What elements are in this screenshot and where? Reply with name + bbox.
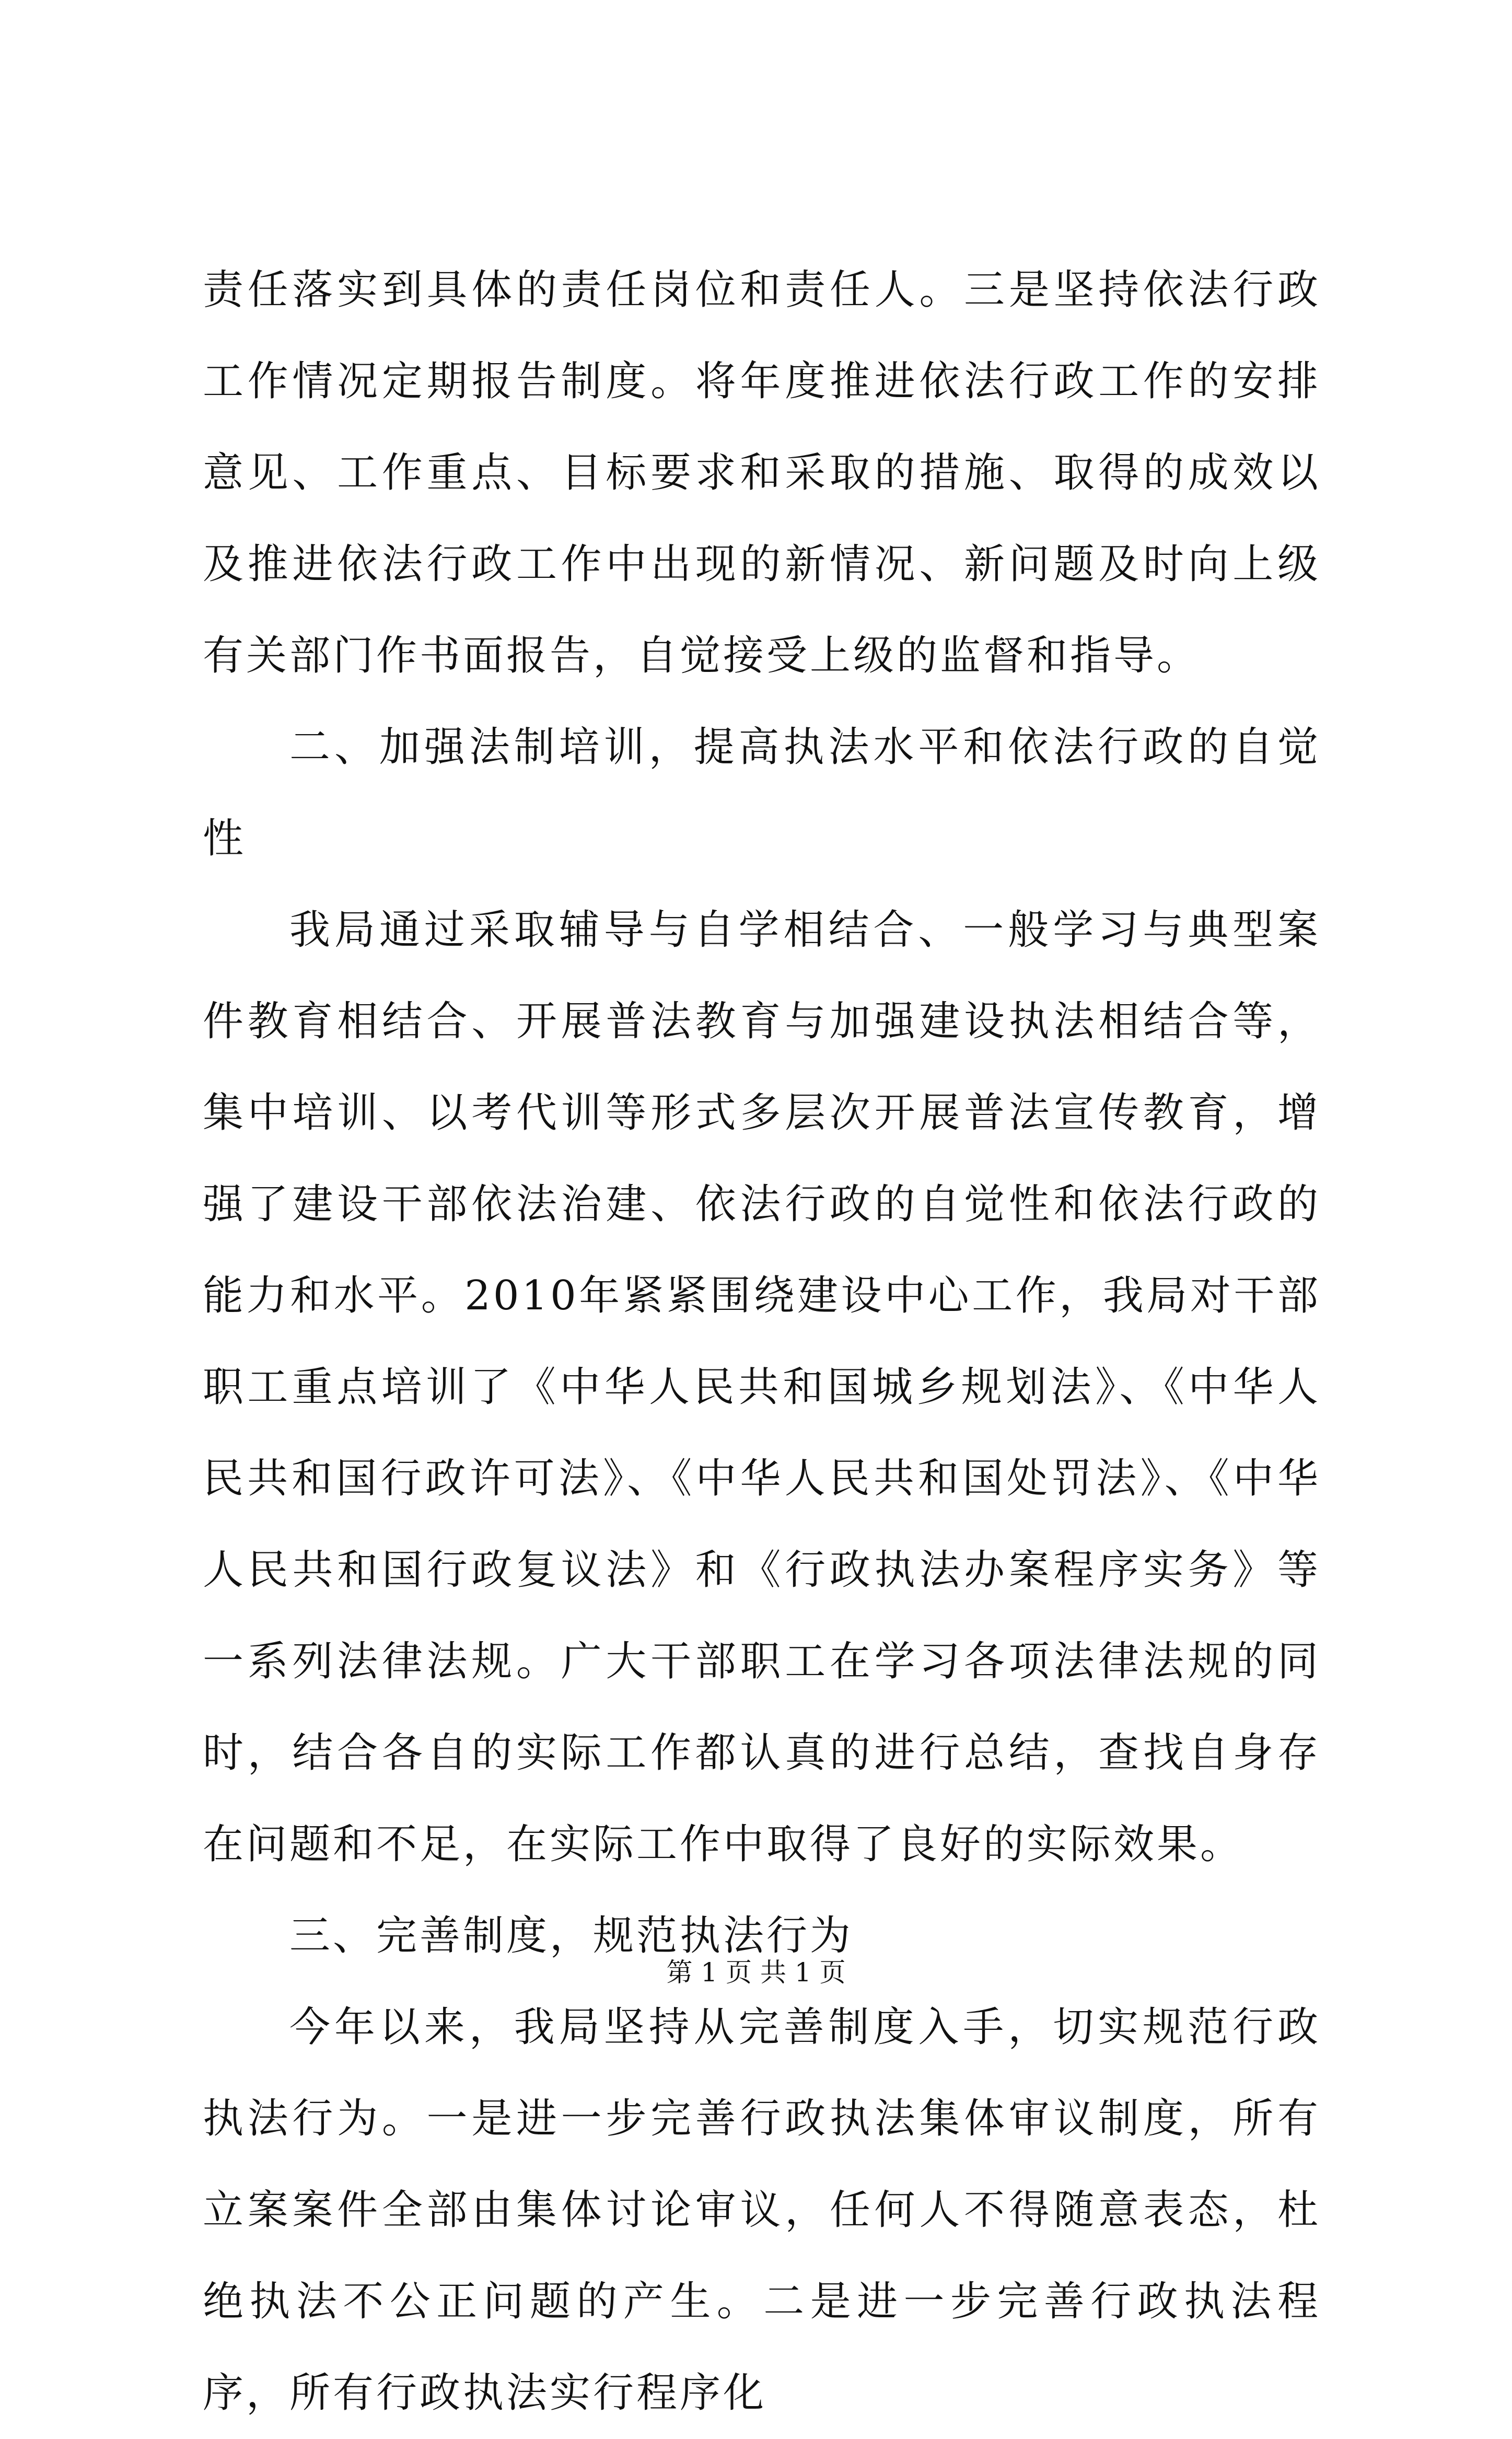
page-footer: 第 1 页 共 1 页 [666, 1957, 846, 1988]
paragraph-regulations: 今年以来，我局坚持从完善制度入手，切实规范行政执法行为。一是进一步完善行政执法集体审议制度，所有立案案件全部由集体讨论审议，任何人不得随意表态，杜绝执法不公正问题的产生。二是进一步完善行政执法程序，所有行政执法实行程序化 [203, 2004, 1321, 2417]
section-heading-3: 三、完善制度，规范执法行为 [289, 1912, 854, 1959]
paragraph-training: 我局通过采取辅导与自学相结合、一般学习与典型案件教育相结合、开展普法教育与加强建设执法相结合等，集中培训、以考代训等形式多层次开展普法宣传教育，增强了建设干部依法治建、依法行政的自觉性和依法行政的能力和水平。2010年紧紧围绕建设中心工作，我局对干部职工重点培训了《中华人民共和国城乡规划法》、《中华人民共和国行政许可法》、《中华人民共和国处罚法》、《中华人民共和国行政复议法》和《行政执法办案程序实务》等一系列法律法规。广大干部职工在学习各项法律法规的同时，结合各自的实际工作都认真的进行总结，查找自身存在问题和不足，在实际工作中取得了良好的实际效果。 [203, 907, 1321, 1868]
paragraph-continuation: 责任落实到具体的责任岗位和责任人。三是坚持依法行政工作情况定期报告制度。将年度推进依法行政工作的安排意见、工作重点、目标要求和采取的措施、取得的成效以及推进依法行政工作中出现的新情况、新问题及时向上级有关部门作书面报告，自觉接受上级的监督和指导。 [203, 266, 1321, 679]
section-heading-2: 二、加强法制培训，提高执法水平和依法行政的自觉性 [203, 724, 1321, 862]
document-body [203, 245, 1321, 2439]
